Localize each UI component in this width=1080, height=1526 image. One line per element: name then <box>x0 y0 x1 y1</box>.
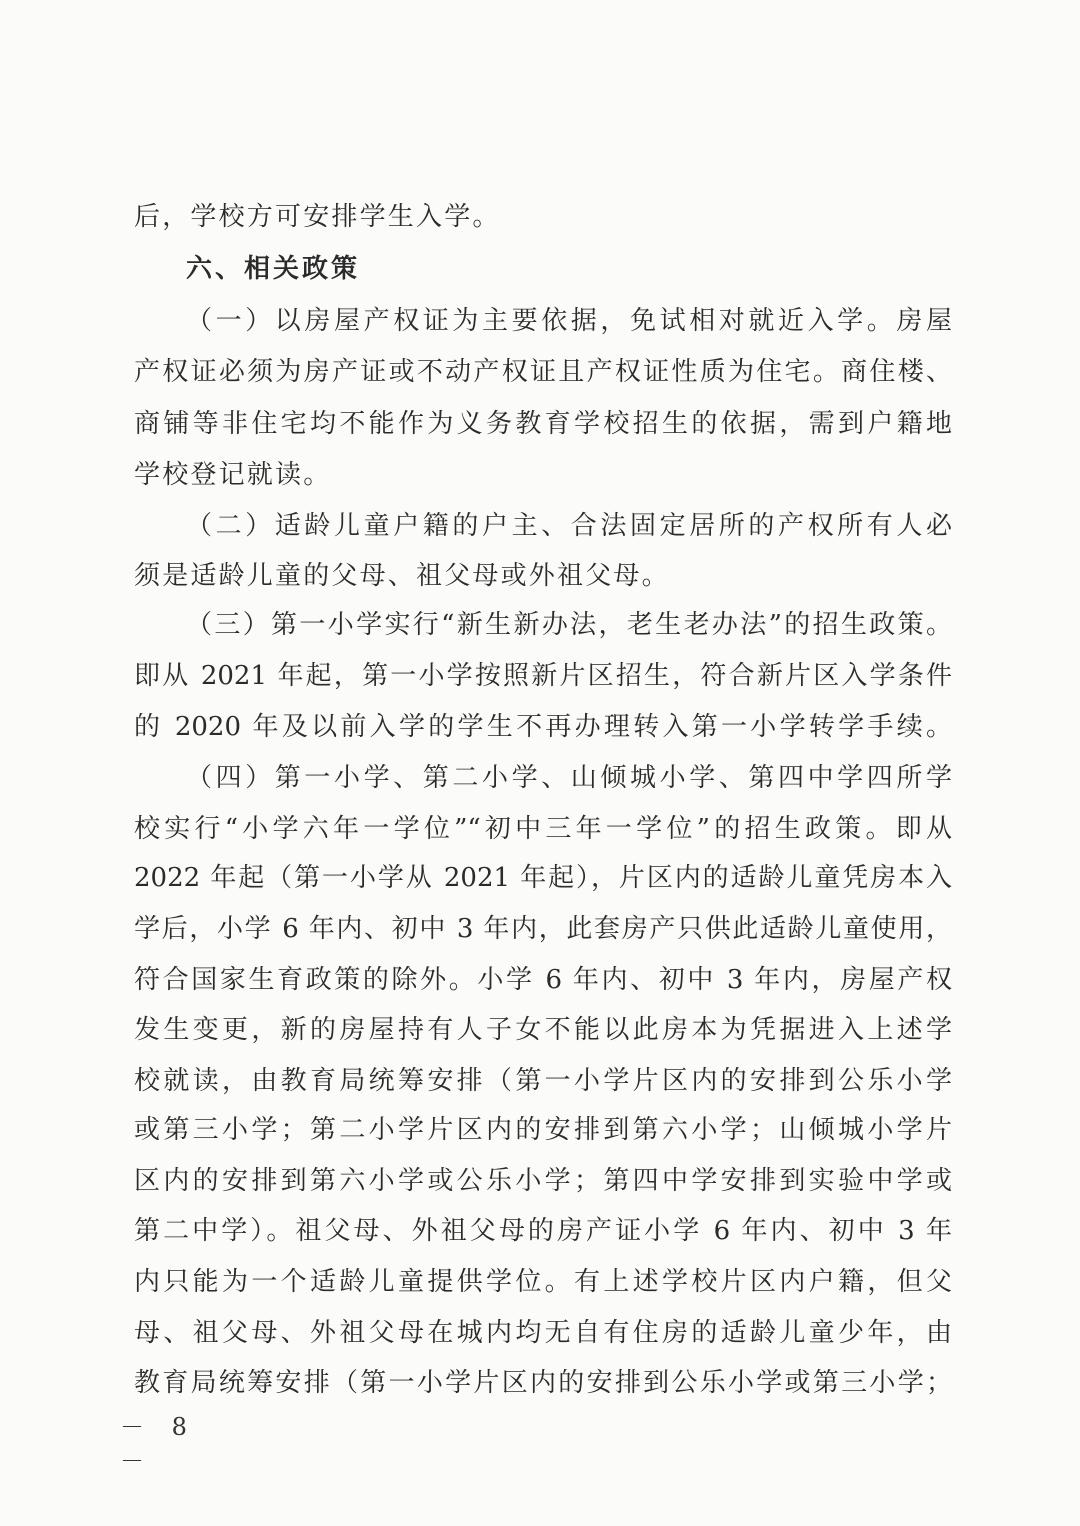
text-line: 发生变更，新的房屋持有人子女不能以此房本为凭据进入上述学 <box>134 1015 952 1045</box>
page-number: － 8 － <box>120 1413 197 1475</box>
text-line: 学后，小学 6 年内、初中 3 年内，此套房产只供此适龄儿童使用， <box>134 914 952 944</box>
text-line: 内只能为一个适龄儿童提供学位。有上述学校片区内户籍，但父 <box>134 1267 952 1297</box>
text-line: 区内的安排到第六小学或公乐小学；第四中学安排到实验中学或 <box>134 1166 952 1196</box>
text-line: 学校登记就读。 <box>134 460 332 490</box>
text-line: 符合国家生育政策的除外。小学 6 年内、初中 3 年内，房屋产权 <box>134 965 952 995</box>
text-line: 或第三小学；第二小学片区内的安排到第六小学；山倾城小学片 <box>134 1115 952 1145</box>
text-line: （三）第一小学实行“新生新办法，老生老办法”的招生政策。 <box>186 610 952 640</box>
text-line: 产权证必须为房产证或不动产权证且产权证性质为住宅。商住楼、 <box>134 357 952 387</box>
text-line: 2022 年起（第一小学从 2021 年起），片区内的适龄儿童凭房本入 <box>134 863 952 893</box>
text-line: 第二中学）。祖父母、外祖父母的房产证小学 6 年内、初中 3 年 <box>134 1216 952 1246</box>
text-line: 后，学校方可安排学生入学。 <box>134 202 501 232</box>
text-line: （一）以房屋产权证为主要依据，免试相对就近入学。房屋 <box>186 306 952 336</box>
text-line: 即从 2021 年起，第一小学按照新片区招生，符合新片区入学条件 <box>134 661 952 691</box>
text-line: 校实行“小学六年一学位”“初中三年一学位”的招生政策。即从 <box>134 814 952 844</box>
text-line: 校就读，由教育局统筹安排（第一小学片区内的安排到公乐小学 <box>134 1066 952 1096</box>
text-line: （二）适龄儿童户籍的户主、合法固定居所的产权所有人必 <box>186 511 952 541</box>
text-line: 教育局统筹安排（第一小学片区内的安排到公乐小学或第三小学； <box>134 1368 952 1398</box>
text-line: 商铺等非住宅均不能作为义务教育学校招生的依据，需到户籍地 <box>134 409 952 439</box>
text-line: 的 2020 年及以前入学的学生不再办理转入第一小学转学手续。 <box>134 712 952 742</box>
text-line: （四）第一小学、第二小学、山倾城小学、第四中学四所学 <box>186 763 952 793</box>
text-line: 母、祖父母、外祖父母在城内均无自有住房的适龄儿童少年，由 <box>134 1318 952 1348</box>
text-line: 须是适龄儿童的父母、祖父母或外祖父母。 <box>134 561 670 591</box>
section-heading: 六、相关政策 <box>186 254 361 284</box>
